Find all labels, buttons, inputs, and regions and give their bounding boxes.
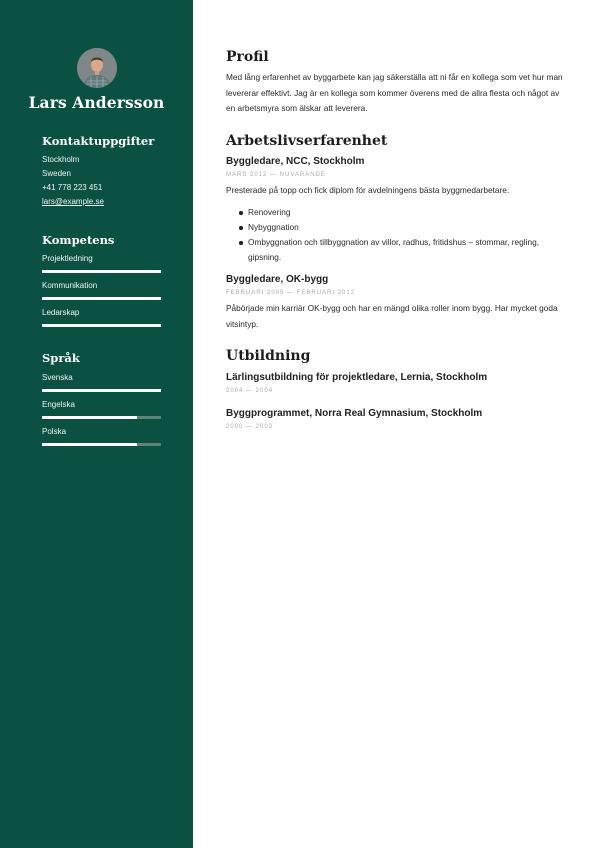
sidebar	[0, 0, 193, 848]
skill-level-bar	[42, 297, 161, 300]
contact-city: Stockholm	[42, 155, 80, 164]
job-bullet: Nybyggnation	[247, 220, 567, 235]
skill-label: Ledarskap	[42, 308, 80, 317]
job-bullet: Ombyggnation och tillbyggnation av villor, radhus, fritidshus – stommar, regling, gipsning.	[247, 235, 567, 265]
education-title: Byggprogrammet, Norra Real Gymnasium, Stockholm	[226, 408, 483, 419]
skill-level-bar	[42, 270, 161, 273]
skill-level-fill	[42, 297, 161, 300]
skill-level-bar	[42, 324, 161, 327]
job-description: Presterade på topp och fick diplom för avdelningens bästa byggmedarbetare.	[226, 185, 510, 195]
language-level-fill	[42, 416, 137, 419]
languages-heading: Språk	[42, 351, 80, 365]
language-label: Polska	[42, 427, 67, 436]
person-photo-icon	[77, 48, 117, 88]
language-label: Engelska	[42, 400, 75, 409]
job-description: Påbörjade min karriär OK-bygg och har en mängd olika roller inom bygg. Har mycket goda vitsintyp.	[226, 303, 558, 329]
language-level-fill	[42, 389, 161, 392]
contact-country: Sweden	[42, 169, 71, 178]
language-level-fill	[42, 443, 137, 446]
skill-label: Kommunikation	[42, 281, 98, 290]
skill-level-fill	[42, 324, 161, 327]
education-title: Lärlingsutbildning för projektledare, Lernia, Stockholm	[226, 372, 488, 383]
language-label: Svenska	[42, 373, 73, 382]
candidate-name: Lars Andersson	[28, 93, 165, 112]
job-bullet-list	[247, 205, 567, 265]
skill-level-fill	[42, 270, 161, 273]
skill-label: Projektledning	[42, 254, 93, 263]
experience-heading: Arbetslivserfarenhet	[226, 133, 388, 149]
education-heading: Utbildning	[226, 348, 311, 364]
contact-phone: +41 778 223 451	[42, 183, 103, 192]
profile-heading: Profil	[226, 49, 269, 65]
job-date: MARS 2012 — NUVARANDE	[226, 172, 326, 178]
job-title: Byggledare, OK-bygg	[226, 274, 329, 285]
language-level-bar	[42, 389, 161, 392]
avatar	[77, 48, 117, 88]
education-date: 2004 — 2004	[226, 388, 274, 394]
language-level-bar	[42, 416, 161, 419]
contact-email-link[interactable]: lars@example.se	[42, 197, 104, 206]
education-date: 2000 — 2003	[226, 424, 274, 430]
job-bullet: Renovering	[247, 205, 567, 220]
language-level-bar	[42, 443, 161, 446]
job-title: Byggledare, NCC, Stockholm	[226, 156, 365, 167]
skills-heading: Kompetens	[42, 233, 115, 247]
contact-heading: Kontaktuppgifter	[42, 134, 155, 148]
job-date: FEBRUARI 2005 — FEBRUARI 2012	[226, 290, 356, 296]
profile-summary: Med lång erfarenhet av byggarbete kan jag säkerställa att ni får en kollega som vet hur man levererar effektivt. Jag är en kollega som kommer överens med de allra flesta och något av en arbetsmyra som älskar att leverera.	[226, 72, 563, 113]
